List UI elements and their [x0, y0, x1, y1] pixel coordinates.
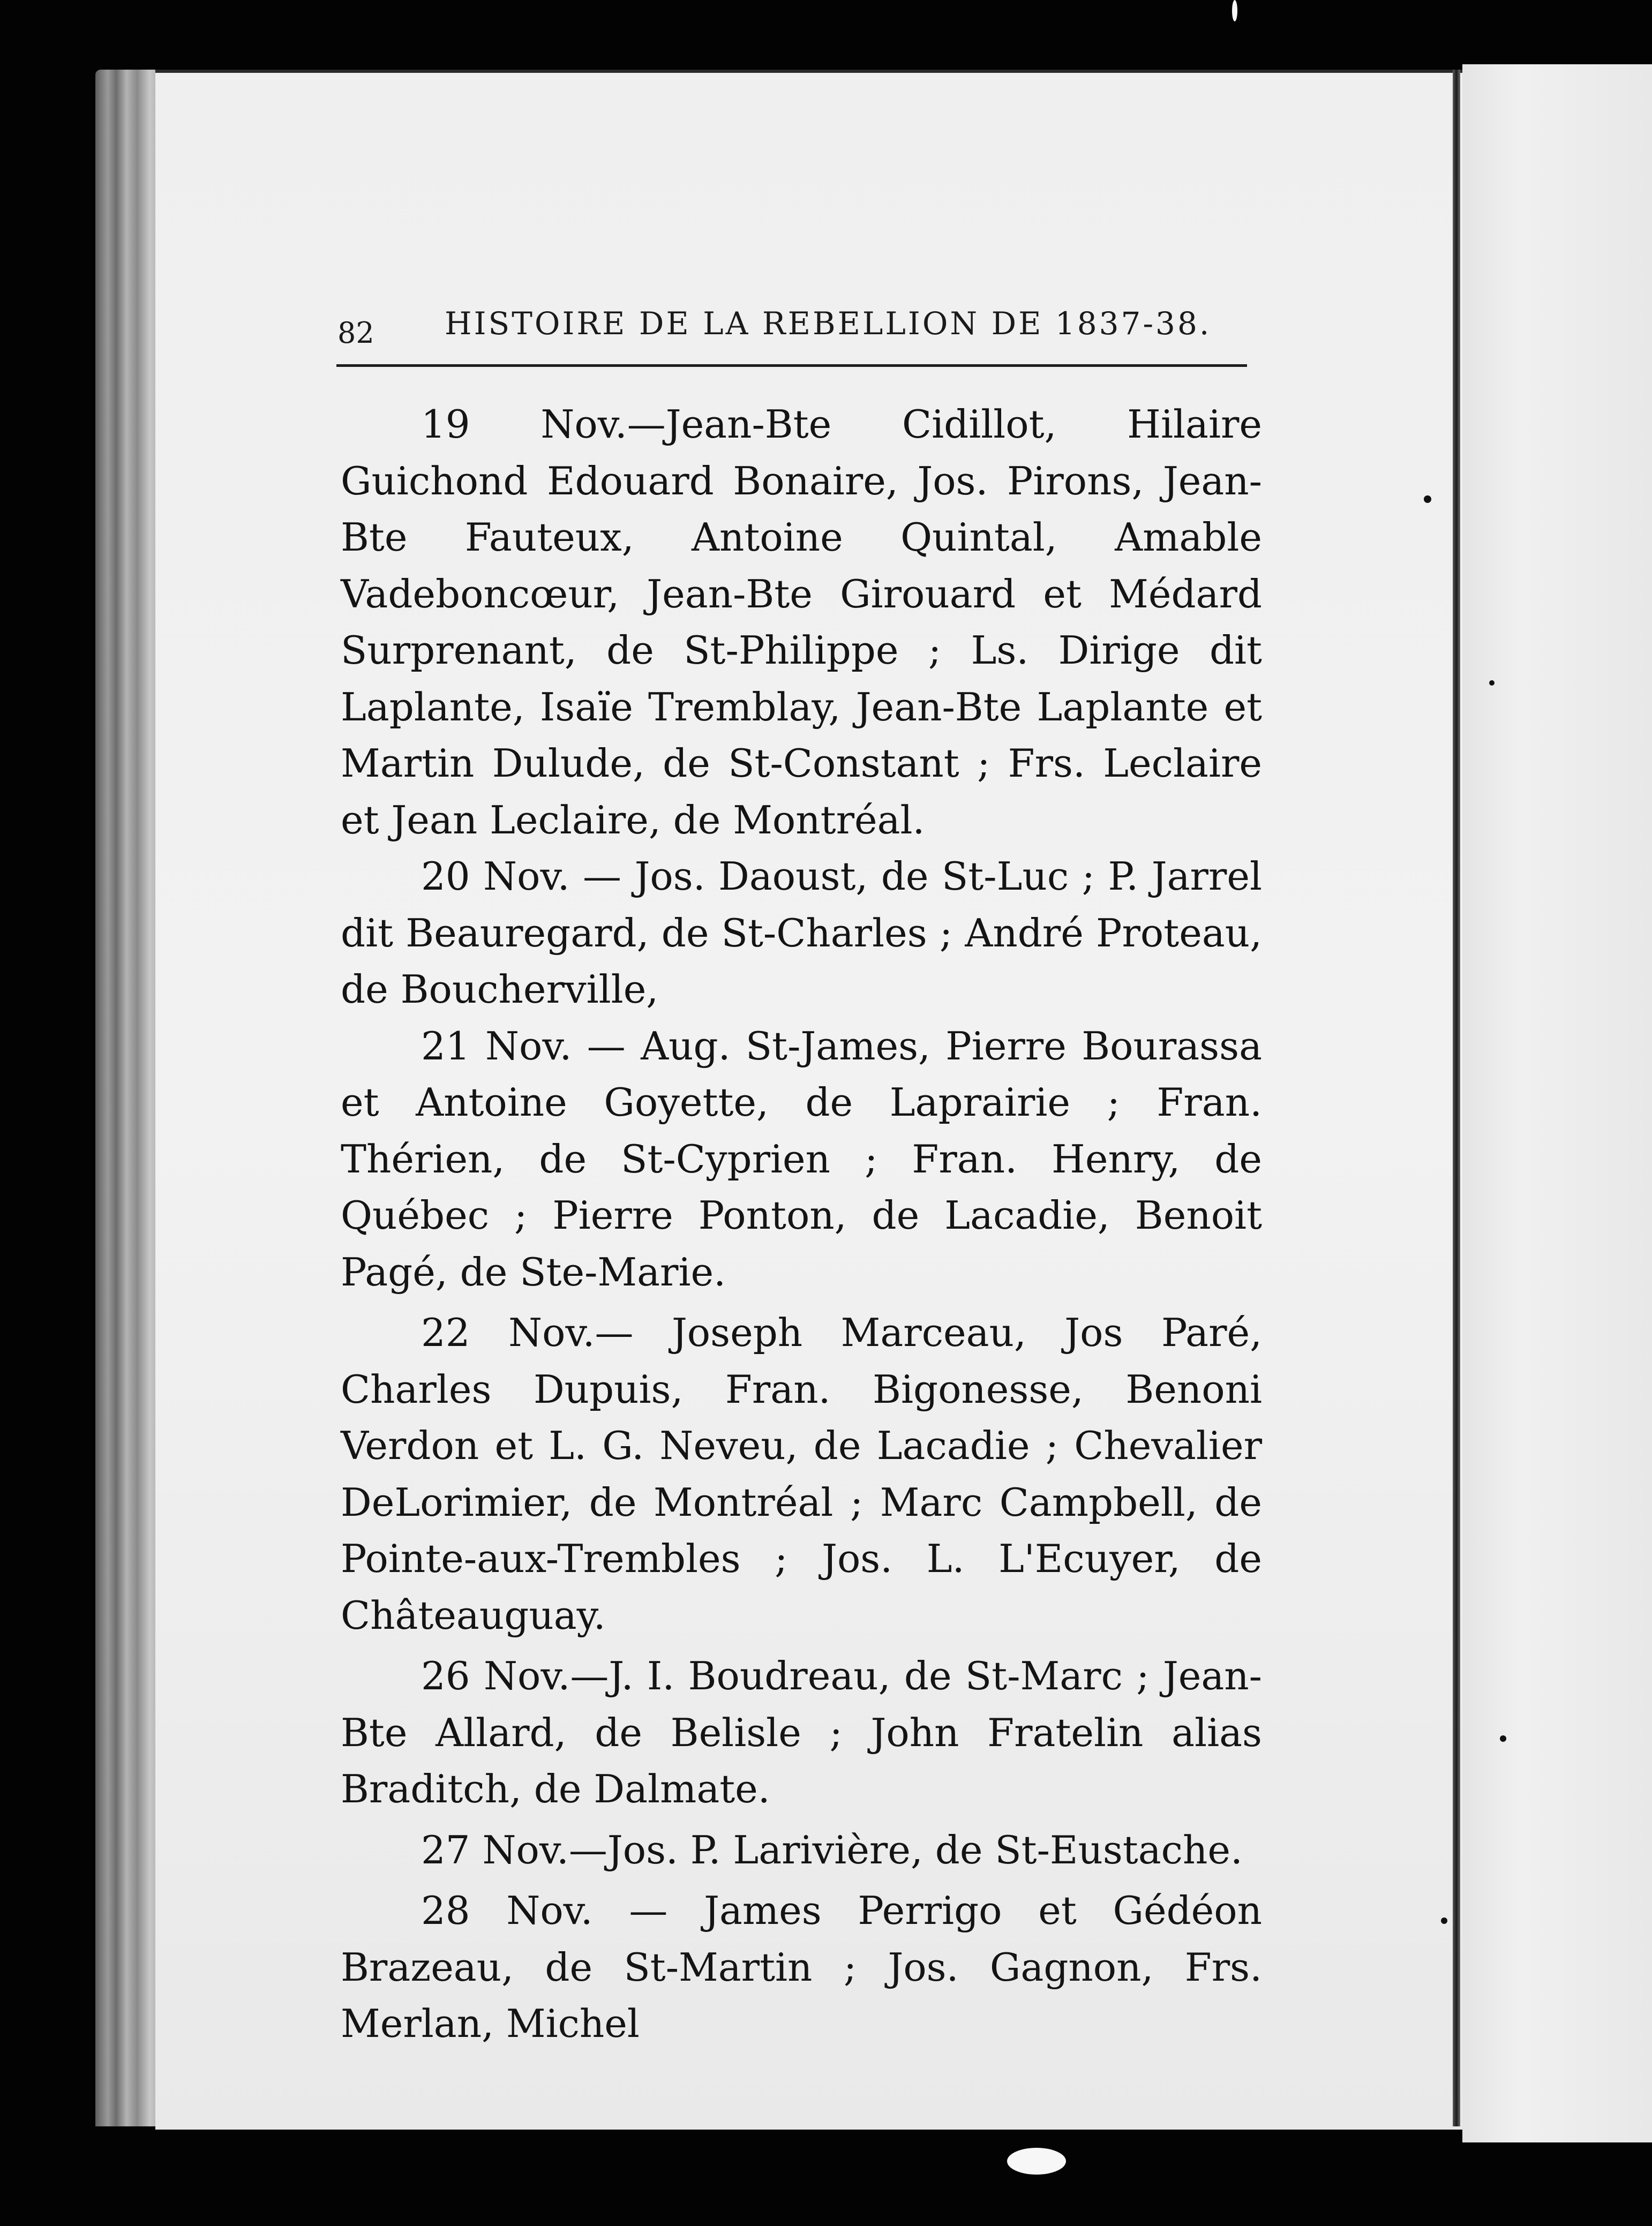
paragraph-28-nov: 28 Nov. — James Perrigo et Gédéon Brazeau, de St-Martin ; Jos. Gagnon, Frs. Merlan, Michel [341, 1888, 1262, 2046]
paragraph-22-nov: 22 Nov.— Joseph Marceau, Jos Paré, Charles Dupuis, Fran. Bigonesse, Benoni Verdon et L. G. Neveu, de Lacadie ; Chevalier DeLorimier, de Montréal ; Marc Campbell, de Pointe-aux-Trembles ; Jos. L. L'Ecuyer, de Châteauguay. [341, 1310, 1262, 1638]
paragraph-19-nov: 19 Nov.—Jean-Bte Cidillot, Hilaire Guichond Edouard Bonaire, Jos. Pirons, Jean-Bte Fauteux, Antoine Quintal, Amable Vadeboncœur, Jean-Bte Girouard et Médard Surprenant, de St-Philippe ; Ls. Dirige dit Laplante, Isaïe Tremblay, Jean-Bte Laplante et Martin Dulude, de St-Constant ; Frs. Leclaire et Jean Leclaire, de Montréal. [341, 402, 1262, 843]
light-speck [1007, 2148, 1066, 2175]
dust-speck [1500, 1735, 1506, 1742]
body-text [341, 396, 1262, 2052]
dust-speck [1489, 680, 1495, 686]
running-title: HISTOIRE DE LA REBELLION DE 1837-38. [445, 305, 1212, 342]
light-speck [1232, 0, 1237, 21]
paragraph-26-nov: 26 Nov.—J. I. Boudreau, de St-Marc ; Jean-Bte Allard, de Belisle ; John Fratelin alias Braditch, de Dalmate. [341, 1653, 1262, 1811]
paragraph-21-nov: 21 Nov. — Aug. St-James, Pierre Bourassa et Antoine Goyette, de Laprairie ; Fran. Thérien, de St-Cyprien ; Fran. Henry, de Québec ; Pierre Ponton, de Lacadie, Benoit Pagé, de Ste-Marie. [341, 1023, 1262, 1295]
book-gutter [1453, 70, 1460, 2126]
dust-speck [1424, 495, 1431, 503]
paragraph-27-nov: 27 Nov.—Jos. P. Larivière, de St-Eustache. [421, 1827, 1243, 1872]
facing-page-edge [1462, 64, 1652, 2142]
page-edges [95, 70, 165, 2126]
paragraph-20-nov: 20 Nov. — Jos. Daoust, de St-Luc ; P. Jarrel dit Beauregard, de St-Charles ; André Proteau, de Boucherville, [341, 854, 1262, 1012]
header-rule [336, 364, 1247, 367]
dust-speck [1441, 1917, 1447, 1924]
page-number: 82 [337, 316, 374, 350]
